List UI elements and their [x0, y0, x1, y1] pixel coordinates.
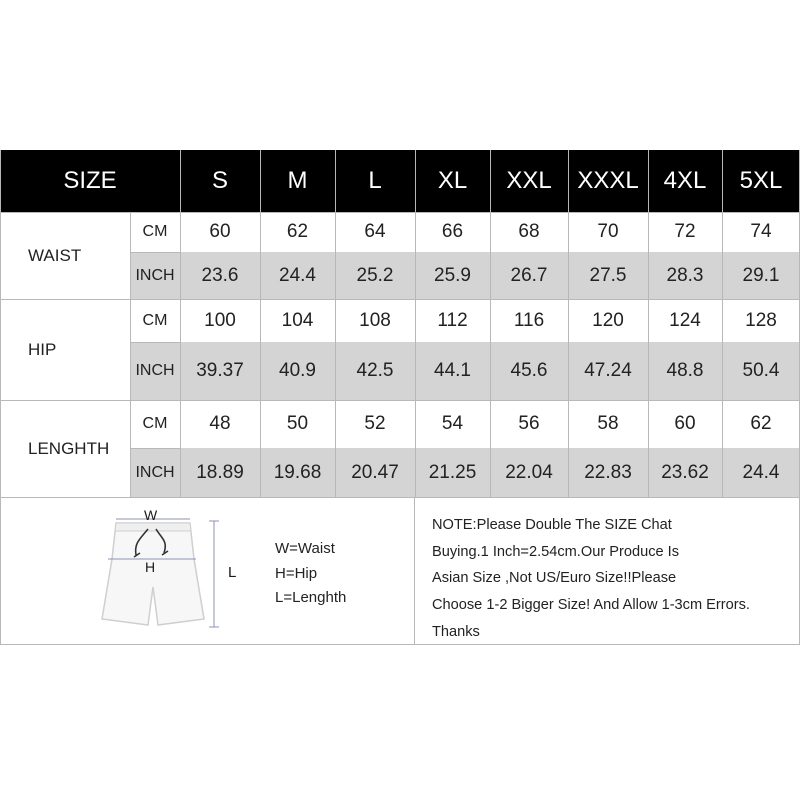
cm-value: 60: [209, 221, 231, 242]
inch-value: 18.89: [196, 461, 244, 483]
inch-value: 45.6: [510, 360, 548, 381]
unit-label-inch: INCH: [135, 362, 175, 379]
grid-line: [130, 212, 131, 497]
note-line-3: Asian Size ,Not US/Euro Size!!Please: [432, 570, 677, 586]
grid-line: [648, 150, 649, 497]
grid-line: [260, 150, 261, 497]
cm-value: 120: [592, 309, 624, 331]
cm-value: 124: [669, 309, 701, 331]
size-header-xl: XL: [437, 167, 468, 194]
inch-value: 28.3: [666, 264, 704, 286]
cm-value: 116: [513, 309, 545, 331]
cm-value: 72: [674, 221, 696, 242]
cm-value: 48: [209, 413, 231, 434]
grid-line: [568, 150, 569, 497]
inch-value: 47.24: [584, 360, 632, 381]
grid-line: [0, 400, 800, 401]
cm-value: 70: [597, 221, 619, 242]
inch-value: 21.25: [428, 461, 477, 483]
cm-value: 64: [364, 221, 386, 242]
cm-value: 74: [750, 221, 772, 242]
inch-value: 26.7: [510, 264, 548, 286]
size-header-m: M: [287, 167, 308, 194]
grid-line: [490, 150, 491, 497]
size-header-s: S: [211, 167, 228, 194]
inch-value: 40.9: [279, 360, 316, 381]
inch-value: 48.8: [666, 360, 704, 381]
measure-label-hip: HIP: [28, 339, 57, 359]
unit-label-cm: CM: [142, 415, 168, 432]
size-header-xxl: XXL: [506, 167, 552, 194]
inch-value: 44.1: [434, 360, 471, 381]
cm-value: 62: [286, 221, 309, 242]
unit-label-cm: CM: [142, 311, 168, 329]
inch-value: 50.4: [742, 360, 780, 381]
cm-value: 50: [286, 413, 309, 434]
inch-value: 29.1: [742, 264, 780, 286]
inch-value: 19.68: [273, 461, 322, 483]
cm-value: 62: [750, 413, 772, 434]
cm-value: 60: [674, 413, 696, 434]
inch-value: 23.62: [661, 461, 709, 483]
note-line-1: NOTE:Please Double The SIZE Chat: [432, 517, 672, 533]
grid-line: [180, 150, 181, 497]
size-header-l: L: [368, 167, 382, 194]
inch-value: 24.4: [279, 264, 316, 286]
legend-length: L=Lenghth: [275, 589, 347, 606]
size-header-xxxl: XXXL: [577, 167, 639, 194]
note-line-2: Buying.1 Inch=2.54cm.Our Produce Is: [432, 544, 680, 560]
inch-value: 22.83: [584, 461, 632, 483]
legend-hip: H=Hip: [275, 565, 318, 582]
grid-line: [335, 150, 336, 497]
cm-value: 108: [359, 309, 391, 331]
inch-value: 25.2: [356, 264, 394, 286]
grid-line: [130, 252, 180, 253]
cm-value: 54: [441, 413, 464, 434]
note-line-4: Choose 1-2 Bigger Size! And Allow 1-3cm Errors.: [432, 597, 750, 613]
cm-value: 128: [745, 309, 777, 331]
inch-value: 27.5: [589, 264, 627, 286]
unit-label-inch: INCH: [135, 266, 175, 284]
size-note: [0, 497, 800, 645]
cm-value: 104: [281, 309, 314, 331]
cm-value: 112: [437, 309, 468, 331]
grid-line: [130, 342, 180, 343]
inch-value: 23.6: [201, 264, 239, 286]
grid-line: [0, 299, 800, 300]
inch-value: 25.9: [434, 264, 471, 286]
cm-value: 66: [441, 221, 464, 242]
w-label: W: [144, 507, 158, 523]
size-header-label: SIZE: [63, 167, 117, 194]
size-chart: [0, 150, 800, 645]
cm-value: 52: [364, 413, 386, 434]
measure-label-waist: WAIST: [28, 245, 82, 265]
grid-line: [0, 212, 800, 213]
cm-value: 100: [204, 309, 236, 331]
note-line-5: Thanks: [432, 624, 480, 640]
grid-line: [722, 150, 723, 497]
size-header-4xl: 4XL: [663, 167, 707, 194]
l-label: L: [228, 564, 237, 581]
inch-value: 20.47: [351, 461, 399, 483]
grid-line: [130, 448, 180, 449]
inch-value: 24.4: [742, 461, 780, 483]
inch-value: 39.37: [196, 360, 244, 381]
inch-value: 42.5: [356, 360, 394, 381]
cm-value: 68: [518, 221, 540, 242]
measure-label-lenghth: LENGHTH: [28, 438, 110, 458]
unit-label-inch: INCH: [135, 463, 175, 481]
inch-value: 22.04: [505, 461, 553, 483]
legend-waist: W=Waist: [275, 540, 335, 557]
cm-value: 56: [518, 413, 540, 434]
cm-value: 58: [597, 413, 619, 434]
size-header-5xl: 5XL: [739, 167, 783, 194]
unit-label-cm: CM: [142, 223, 168, 240]
h-label: H: [145, 559, 156, 575]
grid-line: [415, 150, 416, 497]
